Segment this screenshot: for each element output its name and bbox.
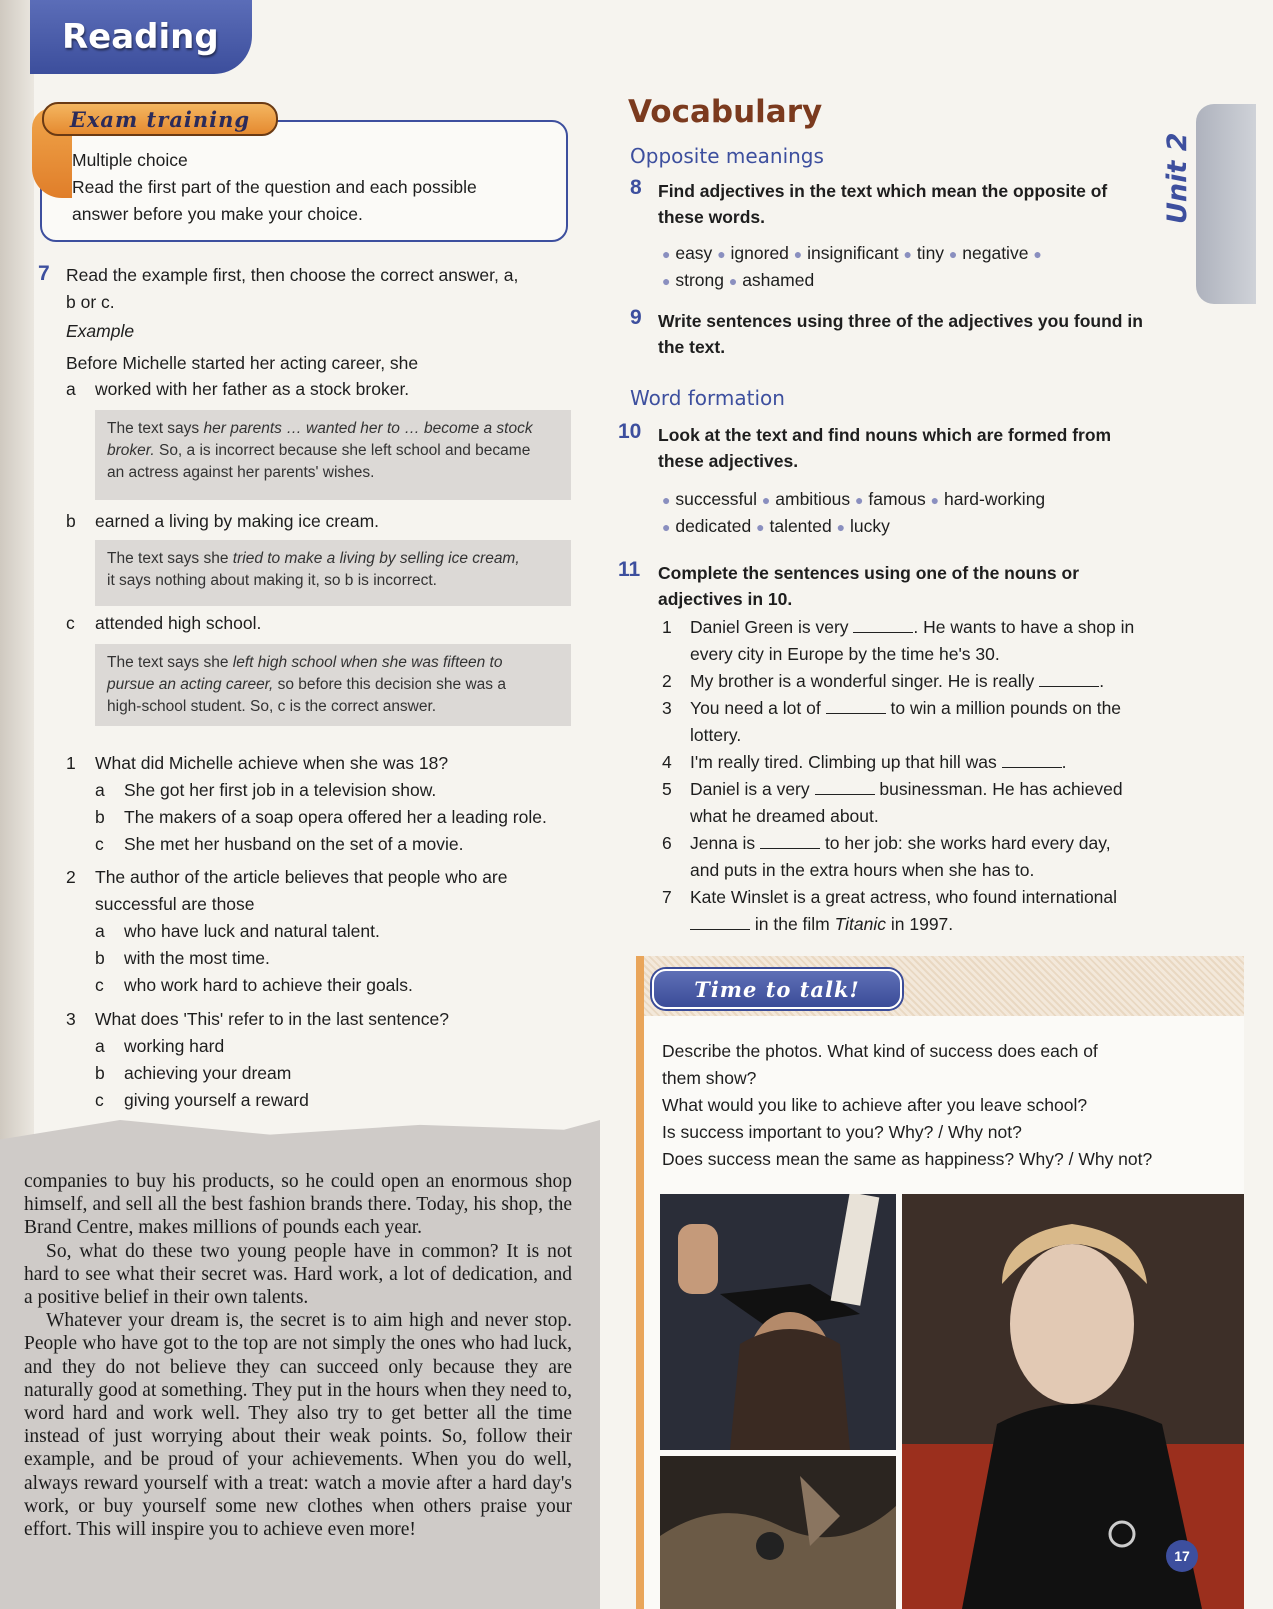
exercise-8-instruction-2: these words. bbox=[658, 207, 765, 227]
extract-paragraph-1: companies to buy his products, so he could open an enormous shop himself, and sell all the best fashion brands there. Today, his shop, the Brand Centre, makes millions of pounds each year. bbox=[24, 1171, 572, 1239]
example-option-b: earned a living by making ice cream. bbox=[95, 511, 380, 531]
vocabulary-heading: Vocabulary bbox=[628, 94, 823, 130]
sentence-2: My brother is a wonderful singer. He is really . bbox=[690, 671, 1105, 691]
question-3-option-c: giving yourself a reward bbox=[124, 1090, 309, 1110]
sentence-5-number: 5 bbox=[662, 779, 672, 799]
sentence-1: Daniel Green is very . He wants to have a shop in bbox=[690, 617, 1135, 637]
sentence-3-number: 3 bbox=[662, 698, 672, 718]
blank-4[interactable] bbox=[1002, 751, 1062, 768]
subheading-word-formation: Word formation bbox=[630, 386, 785, 410]
exercise-7-instruction-2: b or c. bbox=[66, 292, 115, 312]
question-2-option-c: who work hard to achieve their goals. bbox=[124, 975, 413, 995]
exam-training-title: Multiple choice bbox=[72, 150, 188, 170]
exercise-10-instruction-1: Look at the text and find nouns which are formed from bbox=[658, 425, 1112, 445]
sentence-3-cont: lottery. bbox=[690, 725, 742, 745]
question-2-letter-a: a bbox=[95, 921, 105, 941]
exam-training-tag: Exam training bbox=[42, 102, 278, 136]
photo-climber bbox=[660, 1456, 896, 1609]
example-option-c: attended high school. bbox=[95, 613, 262, 633]
question-1-letter-c: c bbox=[95, 834, 104, 854]
question-2-option-a: who have luck and natural talent. bbox=[124, 921, 380, 941]
word-list-10-row-1: ● successful ● ambitious ● famous ● hard-working bbox=[662, 489, 1046, 509]
exercise-9-number: 9 bbox=[630, 306, 642, 329]
blank-7[interactable] bbox=[690, 913, 750, 930]
sentence-3: You need a lot of to win a million pounds on the bbox=[690, 698, 1122, 718]
exercise-8-number: 8 bbox=[630, 176, 642, 199]
sentence-6-cont: and puts in the extra hours when she has to. bbox=[690, 860, 1035, 880]
word-list-10-row-2: ● dedicated ● talented ● lucky bbox=[662, 516, 890, 536]
blank-5[interactable] bbox=[815, 778, 875, 795]
exam-training-line2: answer before you make your choice. bbox=[72, 204, 363, 224]
time-to-talk-tag: Time to talk! bbox=[652, 969, 902, 1009]
question-3-text: What does 'This' refer to in the last sentence? bbox=[95, 1009, 449, 1029]
blank-6[interactable] bbox=[760, 832, 820, 849]
question-2-text-1: The author of the article believes that people who are bbox=[95, 867, 508, 887]
example-option-letter-a: a bbox=[66, 379, 76, 399]
extract-paragraph-3: Whatever your dream is, the secret is to aim high and never stop. People who have got to the top are not simply the ones who had luck, and they do not believe they can succeed only because they are naturally good at something. They put in the hours when they need to, word hard and work well. They also try to get better all the time instead of just worrying about their weak points. So, follow their example, and be proud of your achievements. When you do well, always reward yourself with a treat: watch a movie after a hard day's work, or buy yourself some new clothes when others praise your effort. This will inspire you to achieve even more! bbox=[24, 1310, 572, 1541]
example-option-letter-c: c bbox=[66, 613, 75, 633]
hint-box-c: The text says she left high school when she was fifteen to pursue an acting career, so before this decision she was a high-school student. So, c is the correct answer. bbox=[95, 644, 571, 726]
extract-paragraph-2: So, what do these two young people have in common? It is not hard to see what their secret was. Hard work, a lot of dedication, and a positive belief in their own talents. bbox=[24, 1240, 572, 1309]
question-2-letter-b: b bbox=[95, 948, 105, 968]
page-number: 17 bbox=[1166, 1540, 1198, 1572]
question-3-letter-c: c bbox=[95, 1090, 104, 1110]
question-1-option-a: She got her first job in a television show. bbox=[124, 780, 437, 800]
question-3-option-b: achieving your dream bbox=[124, 1063, 292, 1083]
question-3-option-a: working hard bbox=[124, 1036, 225, 1056]
graduate-illustration bbox=[660, 1194, 896, 1450]
unit-tab: Unit 2 bbox=[1196, 104, 1256, 304]
sentence-1-cont: every city in Europe by the time he's 30. bbox=[690, 644, 1000, 664]
exercise-9-instruction-2: the text. bbox=[658, 337, 726, 357]
hint-box-a: The text says her parents … wanted her to … become a stock broker. So, a is incorrect because she left school and became an actress against her parents' wishes. bbox=[95, 410, 571, 500]
climber-illustration bbox=[660, 1456, 896, 1609]
exercise-7-number: 7 bbox=[38, 262, 50, 285]
exercise-11-instruction-2: adjectives in 10. bbox=[658, 589, 793, 609]
section-tab-reading: Reading bbox=[30, 0, 252, 74]
blank-3[interactable] bbox=[826, 697, 886, 714]
talk-line-5: Does success mean the same as happiness? Why? / Why not? bbox=[662, 1149, 1153, 1169]
word-list-8-row-1: ● easy ● ignored ● insignificant ● tiny ● negative ● bbox=[662, 243, 1042, 263]
talk-line-2: them show? bbox=[662, 1068, 757, 1088]
hint-box-b: The text says she tried to make a living by selling ice cream, it says nothing about making it, so b is incorrect. bbox=[95, 540, 571, 606]
question-3-letter-b: b bbox=[95, 1063, 105, 1083]
talk-line-1: Describe the photos. What kind of success does each of bbox=[662, 1041, 1098, 1061]
sentence-5-cont: what he dreamed about. bbox=[690, 806, 879, 826]
exercise-7-instruction-1: Read the example first, then choose the correct answer, a, bbox=[66, 265, 519, 285]
question-2-option-b: with the most time. bbox=[124, 948, 270, 968]
talk-line-3: What would you like to achieve after you leave school? bbox=[662, 1095, 1088, 1115]
question-1-letter-b: b bbox=[95, 807, 105, 827]
question-1-text: What did Michelle achieve when she was 18? bbox=[95, 753, 449, 773]
word-list-8-row-2: ● strong ● ashamed bbox=[662, 270, 815, 290]
exercise-9-instruction-1: Write sentences using three of the adjectives you found in bbox=[658, 311, 1143, 331]
sentence-6: Jenna is to her job: she works hard every day, bbox=[690, 833, 1111, 853]
example-label: Example bbox=[66, 321, 135, 341]
subheading-opposite-meanings: Opposite meanings bbox=[630, 144, 824, 168]
exercise-10-number: 10 bbox=[618, 420, 642, 443]
sentence-1-number: 1 bbox=[662, 617, 672, 637]
sentence-2-number: 2 bbox=[662, 671, 672, 691]
sentence-4: I'm really tired. Climbing up that hill was . bbox=[690, 752, 1067, 772]
question-2-number: 2 bbox=[66, 867, 76, 887]
exercise-11-number: 11 bbox=[618, 558, 641, 581]
sentence-5: Daniel is a very businessman. He has achieved bbox=[690, 779, 1123, 799]
example-option-a: worked with her father as a stock broker. bbox=[95, 379, 410, 399]
photo-graduate bbox=[660, 1194, 896, 1450]
blank-2[interactable] bbox=[1039, 670, 1099, 687]
question-1-option-b: The makers of a soap opera offered her a leading role. bbox=[124, 807, 547, 827]
sentence-7-number: 7 bbox=[662, 887, 672, 907]
question-1-letter-a: a bbox=[95, 780, 105, 800]
question-3-number: 3 bbox=[66, 1009, 76, 1029]
example-stem: Before Michelle started her acting career, she bbox=[66, 353, 419, 373]
sentence-7: Kate Winslet is a great actress, who found international bbox=[690, 887, 1118, 907]
exercise-10-instruction-2: these adjectives. bbox=[658, 451, 799, 471]
exercise-11-instruction-1: Complete the sentences using one of the nouns or bbox=[658, 563, 1080, 583]
talk-line-4: Is success important to you? Why? / Why not? bbox=[662, 1122, 1022, 1142]
exercise-8-instruction-1: Find adjectives in the text which mean the opposite of bbox=[658, 181, 1108, 201]
question-1-number: 1 bbox=[66, 753, 76, 773]
exam-training-line1: Read the first part of the question and each possible bbox=[72, 177, 477, 197]
reading-extract-text bbox=[24, 1170, 572, 1541]
question-1-option-c: She met her husband on the set of a movie. bbox=[124, 834, 464, 854]
sentence-4-number: 4 bbox=[662, 752, 672, 772]
question-2-text-2: successful are those bbox=[95, 894, 255, 914]
question-2-letter-c: c bbox=[95, 975, 104, 995]
sentence-6-number: 6 bbox=[662, 833, 672, 853]
sentence-7-cont: in the film Titanic in 1997. bbox=[690, 911, 953, 938]
question-3-letter-a: a bbox=[95, 1036, 105, 1056]
blank-1[interactable] bbox=[853, 616, 913, 633]
example-option-letter-b: b bbox=[66, 511, 76, 531]
